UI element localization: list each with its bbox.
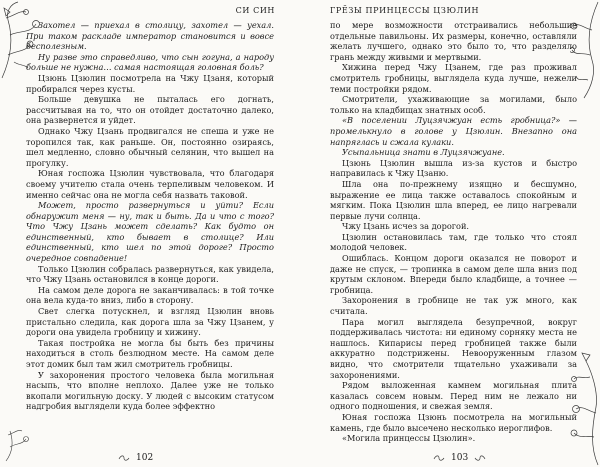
paragraph: Усыпальница знати в Луцзячжуане. xyxy=(342,147,505,158)
paragraph: Больше девушка не пыталась его догнать, рассчитывая на то, что он отойдет достаточно далеко, она развернется и уйдет. xyxy=(26,94,274,126)
running-head: СИ СИН xyxy=(235,6,275,15)
paragraph: Цзюнь Цзюлин посмотрела на Чжу Цзаня, который пробирался через кусты. xyxy=(26,72,274,94)
paragraph: Юная госпожа Цзюнь посмотрела на могильный камень, где было высечено несколько иероглифов. xyxy=(330,411,577,433)
paragraph: Только Цзюлин собралась развернуться, как увидела, что Чжу Цзань остановился в конце дороги. xyxy=(26,263,274,285)
paragraph: На самом деле дорога не заканчивалась: в той точке она вела куда-то вниз, либо в сторону. xyxy=(26,284,274,306)
paragraph: Цзюлин остановилась там, где только что стоял молодой человек. xyxy=(330,231,577,253)
running-head: ГРЁЗЫ ПРИНЦЕССЫ ЦЗЮЛИН xyxy=(330,6,480,15)
page-number: 103 xyxy=(451,453,469,463)
paragraph: «В поселении Луцзячжуан есть гробница?» — промелькнуло в голове у Цзюлин. Внезапно она напряглась и сжала кулаки. xyxy=(330,115,577,147)
paragraph: Может, просто развернуться и уйти? Если обнаружит меня — ну, так и быть. Да и что с того? Что Чжу Цзань может сделать? Как будто он единственный, кто бывает в столице? Или единственный, кто шел по этой дороге? Просто очередное совпадение! xyxy=(26,200,274,264)
paragraph: Ну разве это справедливо, что сын гогуна, а народу больше не нужна… самая настоящая головная боль? xyxy=(26,51,274,73)
paragraph: Смотрители, ухаживающие за могилами, было только на кладбищах знатных особ. xyxy=(330,94,577,115)
page-number-footer xyxy=(433,453,486,463)
right-page xyxy=(300,0,600,467)
paragraph: Захотел — приехал в столицу, захотел — уехал. При таком раскладе император становится и вовсе бесполезным. xyxy=(26,20,274,52)
paragraph: Свет слегка потускнел, и взгляд Цзюлин вновь пристально следила, как дорога шла за Чжу Цзанем, у дороги она увидела гробницу и хижину. xyxy=(26,306,274,338)
paragraph: Цзюнь Цзюлин вышла из-за кустов и быстро направилась к Чжу Цзаню. xyxy=(330,157,577,179)
paragraph: Шла она по-прежнему изящно и бесшумно, выражение ее лица также оставалось спокойным и мягким. Пока Цзюлин шла вперед, ее лицо нагревали первые лучи солнца. xyxy=(330,178,577,221)
page-number-footer xyxy=(118,453,153,463)
paragraph: У захоронения простого человека была могильная насыпь, что вполне неплохо. Далее уже не только вкопали могильную доску. У людей с высоким статусом надгробия выглядели куда более эффектно xyxy=(26,369,274,412)
paragraph: «Могила принцессы Цзюлин». xyxy=(342,433,476,444)
paragraph: Ошиблась. Концом дороги оказался не поворот и даже не спуск, — тропинка в самом деле шла вниз под крутым склоном. Впереди было кладбище, а точнее — гробница. xyxy=(330,253,577,295)
paragraph: Однако Чжу Цзань продвигался не спеша и уже не торопился так, как раньше. Он, постоянно озираясь, шел медленно, словно обычный селянин, что вышел на прогулку. xyxy=(26,125,274,168)
floral-ornament-icon xyxy=(566,347,600,467)
flourish-icon xyxy=(118,454,130,463)
page-text xyxy=(330,20,577,444)
page-number: 102 xyxy=(136,453,154,463)
flourish-icon xyxy=(474,454,486,463)
paragraph: Пара могил выглядела безупречной, вокруг поддерживалась чистота: ни единому сорняку места не нашлось. Кипарисы перед гробницей также были аккуратно подстрижены. Невооруженным глазом видно, что смотрители тщательно ухаживали за захоронениями. xyxy=(330,316,577,380)
page-text xyxy=(26,20,274,412)
paragraph: по мере возможности отстраивались небольшие отдельные павильоны. Их размеры, конечно, оставляли желать лучшего, однако это было то, что разделяло грань между живыми и мертвыми. xyxy=(330,20,577,62)
flourish-icon xyxy=(433,454,445,463)
paragraph: Рядом выложенная камнем могильная плита казалась совсем новым. Перед ним не лежало ни одного подношения, и свежая земля. xyxy=(330,380,577,412)
paragraph: Захоронения в гробнице не так уж много, как считала. xyxy=(330,295,577,317)
paragraph: Чжу Цзань исчез за дорогой. xyxy=(342,221,470,232)
paragraph: Хижина перед Чжу Цзанем, где раз проживал смотритель гробницы, выглядела куда лучше, нежели теми постройки рядом. xyxy=(330,62,577,94)
paragraph: Юная госпожа Цзюлин чувствовала, что благодаря своему учителю стала очень терпеливым человеком. И именно сейчас она не могла себя назвать таковой. xyxy=(26,168,274,200)
paragraph: Такая постройка не могла бы быть без причины находиться в столь безлюдном месте. На самом деле этот домик был там жил смотритель гробницы. xyxy=(26,337,274,369)
floral-ornament-icon xyxy=(4,423,34,463)
